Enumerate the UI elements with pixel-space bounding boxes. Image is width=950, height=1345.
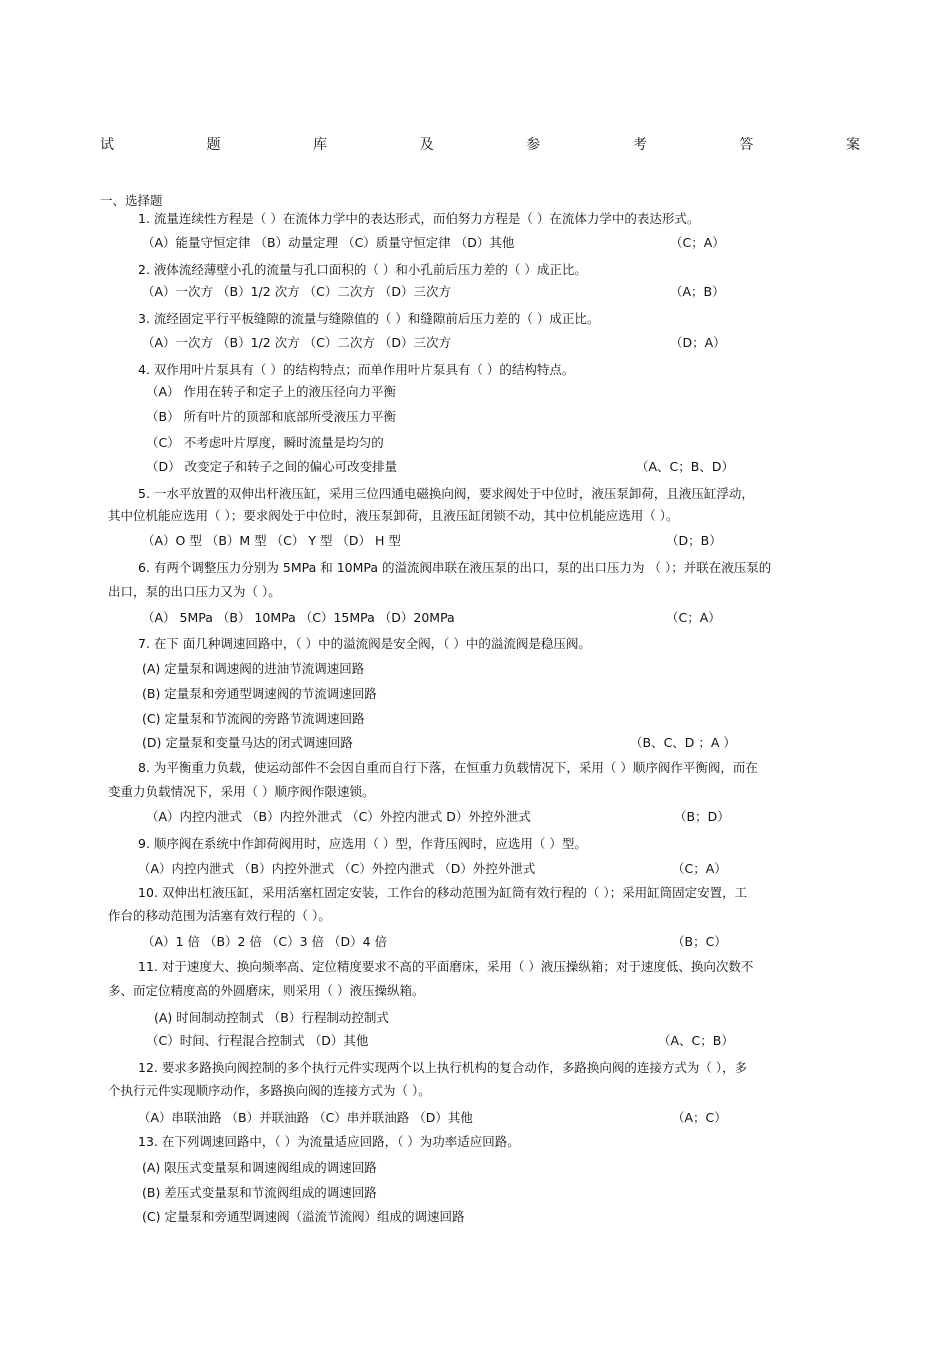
text-line: 10. 双伸出杠液压缸，采用活塞杠固定安装，工作台的移动范围为缸筒有效行程的（ ）；采用缸筒固定安置，工 <box>138 885 748 900</box>
text-line: (C) 定量泵和节流阀的旁路节流调速回路 <box>142 711 365 726</box>
text-line: 个执行元件实现顺序动作，多路换向阀的连接方式为（ ）。 <box>108 1083 431 1098</box>
text-line: (A) 时间制动控制式 （B）行程制动控制式 <box>154 1010 389 1025</box>
text-line: 2. 液体流经薄壁小孔的流量与孔口面积的（ ）和小孔前后压力差的（ ）成正比。 <box>138 262 587 277</box>
text-line: (B) 定量泵和旁通型调速阀的节流调速回路 <box>142 686 377 701</box>
text-line: (A) 限压式变量泵和调速阀组成的调速回路 <box>142 1160 377 1175</box>
title-char: 考 <box>632 137 647 153</box>
title-char: 参 <box>526 137 541 153</box>
text-line: （A）一次方 （B）1/2 次方 （C）二次方 （D）三次方 <box>142 284 451 299</box>
title-char: 案 <box>845 137 860 153</box>
text-line: （A）能量守恒定律 （B）动量定理 （C）质量守恒定律 （D）其他 <box>142 235 515 250</box>
text-line: （C） 不考虑叶片厚度，瞬时流量是均匀的 <box>146 435 384 450</box>
text-line: 5. 一水平放置的双伸出杆液压缸，采用三位四通电磁换向阀，要求阀处于中位时，液压泵卸荷，且液压缸浮动， <box>138 486 754 501</box>
answer-key: （B；D） <box>674 809 730 824</box>
text-line: （C）时间、行程混合控制式 （D）其他 <box>146 1033 369 1048</box>
answer-key: （A、C；B） <box>658 1033 734 1048</box>
answer-key: （B；C） <box>672 934 727 949</box>
text-line: 4. 双作用叶片泵具有（ ）的结构特点；而单作用叶片泵具有（ ）的结构特点。 <box>138 362 575 377</box>
title-char: 答 <box>739 137 754 153</box>
text-line: （A） 5MPa （B） 10MPa （C）15MPa （D）20MPa <box>142 610 455 625</box>
text-line: 8. 为平衡重力负载，使运动部件不会因自重而自行下落，在恒重力负载情况下，采用（ ）顺序阀作平衡阀，而在 <box>138 760 758 775</box>
text-line: 作台的移动范围为活塞有效行程的（ ）。 <box>108 908 331 923</box>
text-line: （A）内控内泄式 （B）内控外泄式 （C）外控内泄式 （D）外控外泄式 <box>138 861 536 876</box>
text-line: 9. 顺序阀在系统中作卸荷阀用时，应选用（ ）型，作背压阀时，应选用（ ）型。 <box>138 836 587 851</box>
text-line: （A）串联油路 （B）并联油路 （C）串并联油路 （D）其他 <box>138 1110 473 1125</box>
text-line: （A）一次方 （B）1/2 次方 （C）二次方 （D）三次方 <box>142 335 451 350</box>
text-line: （A）O 型 （B）M 型 （C） Y 型 （D） H 型 <box>142 533 401 548</box>
answer-key: （A；B） <box>670 284 725 299</box>
text-line: (C) 定量泵和旁通型调速阀（溢流节流阀）组成的调速回路 <box>142 1209 465 1224</box>
text-line: （A） 作用在转子和定子上的液压径向力平衡 <box>146 384 397 399</box>
text-line: (A) 定量泵和调速阀的进油节流调速回路 <box>142 661 365 676</box>
text-line: 6. 有两个调整压力分别为 5MPa 和 10MPa 的溢流阀串联在液压泵的出口，泵的出口压力为 （ ）；并联在液压泵的 <box>138 560 772 575</box>
text-line: 其中位机能应选用（ ）；要求阀处于中位时，液压泵卸荷，且液压缸闭锁不动，其中位机能应选用（ ）。 <box>108 508 679 523</box>
text-line: 出口，泵的出口压力又为（ ）。 <box>108 584 281 599</box>
answer-key: （C；A） <box>670 235 725 250</box>
answer-key: （C；A） <box>672 861 727 876</box>
text-line: 变重力负载情况下，采用（ ）顺序阀作限速锁。 <box>108 784 375 799</box>
text-line: 12. 要求多路换向阀控制的多个执行元件实现两个以上执行机构的复合动作，多路换向阀的连接方式为（ ），多 <box>138 1060 748 1075</box>
text-line: (D) 定量泵和变量马达的闭式调速回路 <box>142 735 353 750</box>
text-line: 7. 在下 面几种调速回路中，（ ）中的溢流阀是安全阀，（ ）中的溢流阀是稳压阀。 <box>138 636 591 651</box>
text-line: 11. 对于速度大、换向频率高、定位精度要求不高的平面磨床，采用（ ）液压操纵箱；对于速度低、换向次数不 <box>138 959 754 974</box>
page-title <box>100 134 860 154</box>
text-line: （D） 改变定子和转子之间的偏心可改变排量 <box>146 459 398 474</box>
answer-key: （D；B） <box>666 533 722 548</box>
text-line: 13. 在下列调速回路中，（ ）为流量适应回路，（ ）为功率适应回路。 <box>138 1134 520 1149</box>
text-line: （A）内控内泄式 （B）内控外泄式 （C）外控内泄式 D）外控外泄式 <box>146 809 531 824</box>
title-char: 试 <box>100 137 114 153</box>
text-line: 3. 流经固定平行平板缝隙的流量与缝隙值的（ ）和缝隙前后压力差的（ ）成正比。 <box>138 311 600 326</box>
section-heading: 一、选择题 <box>100 193 163 208</box>
title-char: 库 <box>313 137 328 153</box>
title-char: 及 <box>419 137 434 153</box>
answer-key: （B、C、D ；A ） <box>630 735 736 750</box>
title-char: 题 <box>206 137 221 153</box>
text-line: (B) 差压式变量泵和节流阀组成的调速回路 <box>142 1185 377 1200</box>
answer-key: （D；A） <box>670 335 726 350</box>
text-line: 1. 流量连续性方程是（ ）在流体力学中的表达形式，而伯努力方程是（ ）在流体力学中的表达形式。 <box>138 211 700 226</box>
text-line: （A）1 倍 （B）2 倍 （C）3 倍 （D）4 倍 <box>142 934 388 949</box>
text-line: 多、而定位精度高的外圆磨床，则采用（ ）液压操纵箱。 <box>108 983 425 998</box>
answer-key: （A、C；B、D） <box>636 459 734 474</box>
text-line: （B） 所有叶片的顶部和底部所受液压力平衡 <box>146 409 397 424</box>
answer-key: （C；A） <box>666 610 721 625</box>
answer-key: （A；C） <box>672 1110 727 1125</box>
